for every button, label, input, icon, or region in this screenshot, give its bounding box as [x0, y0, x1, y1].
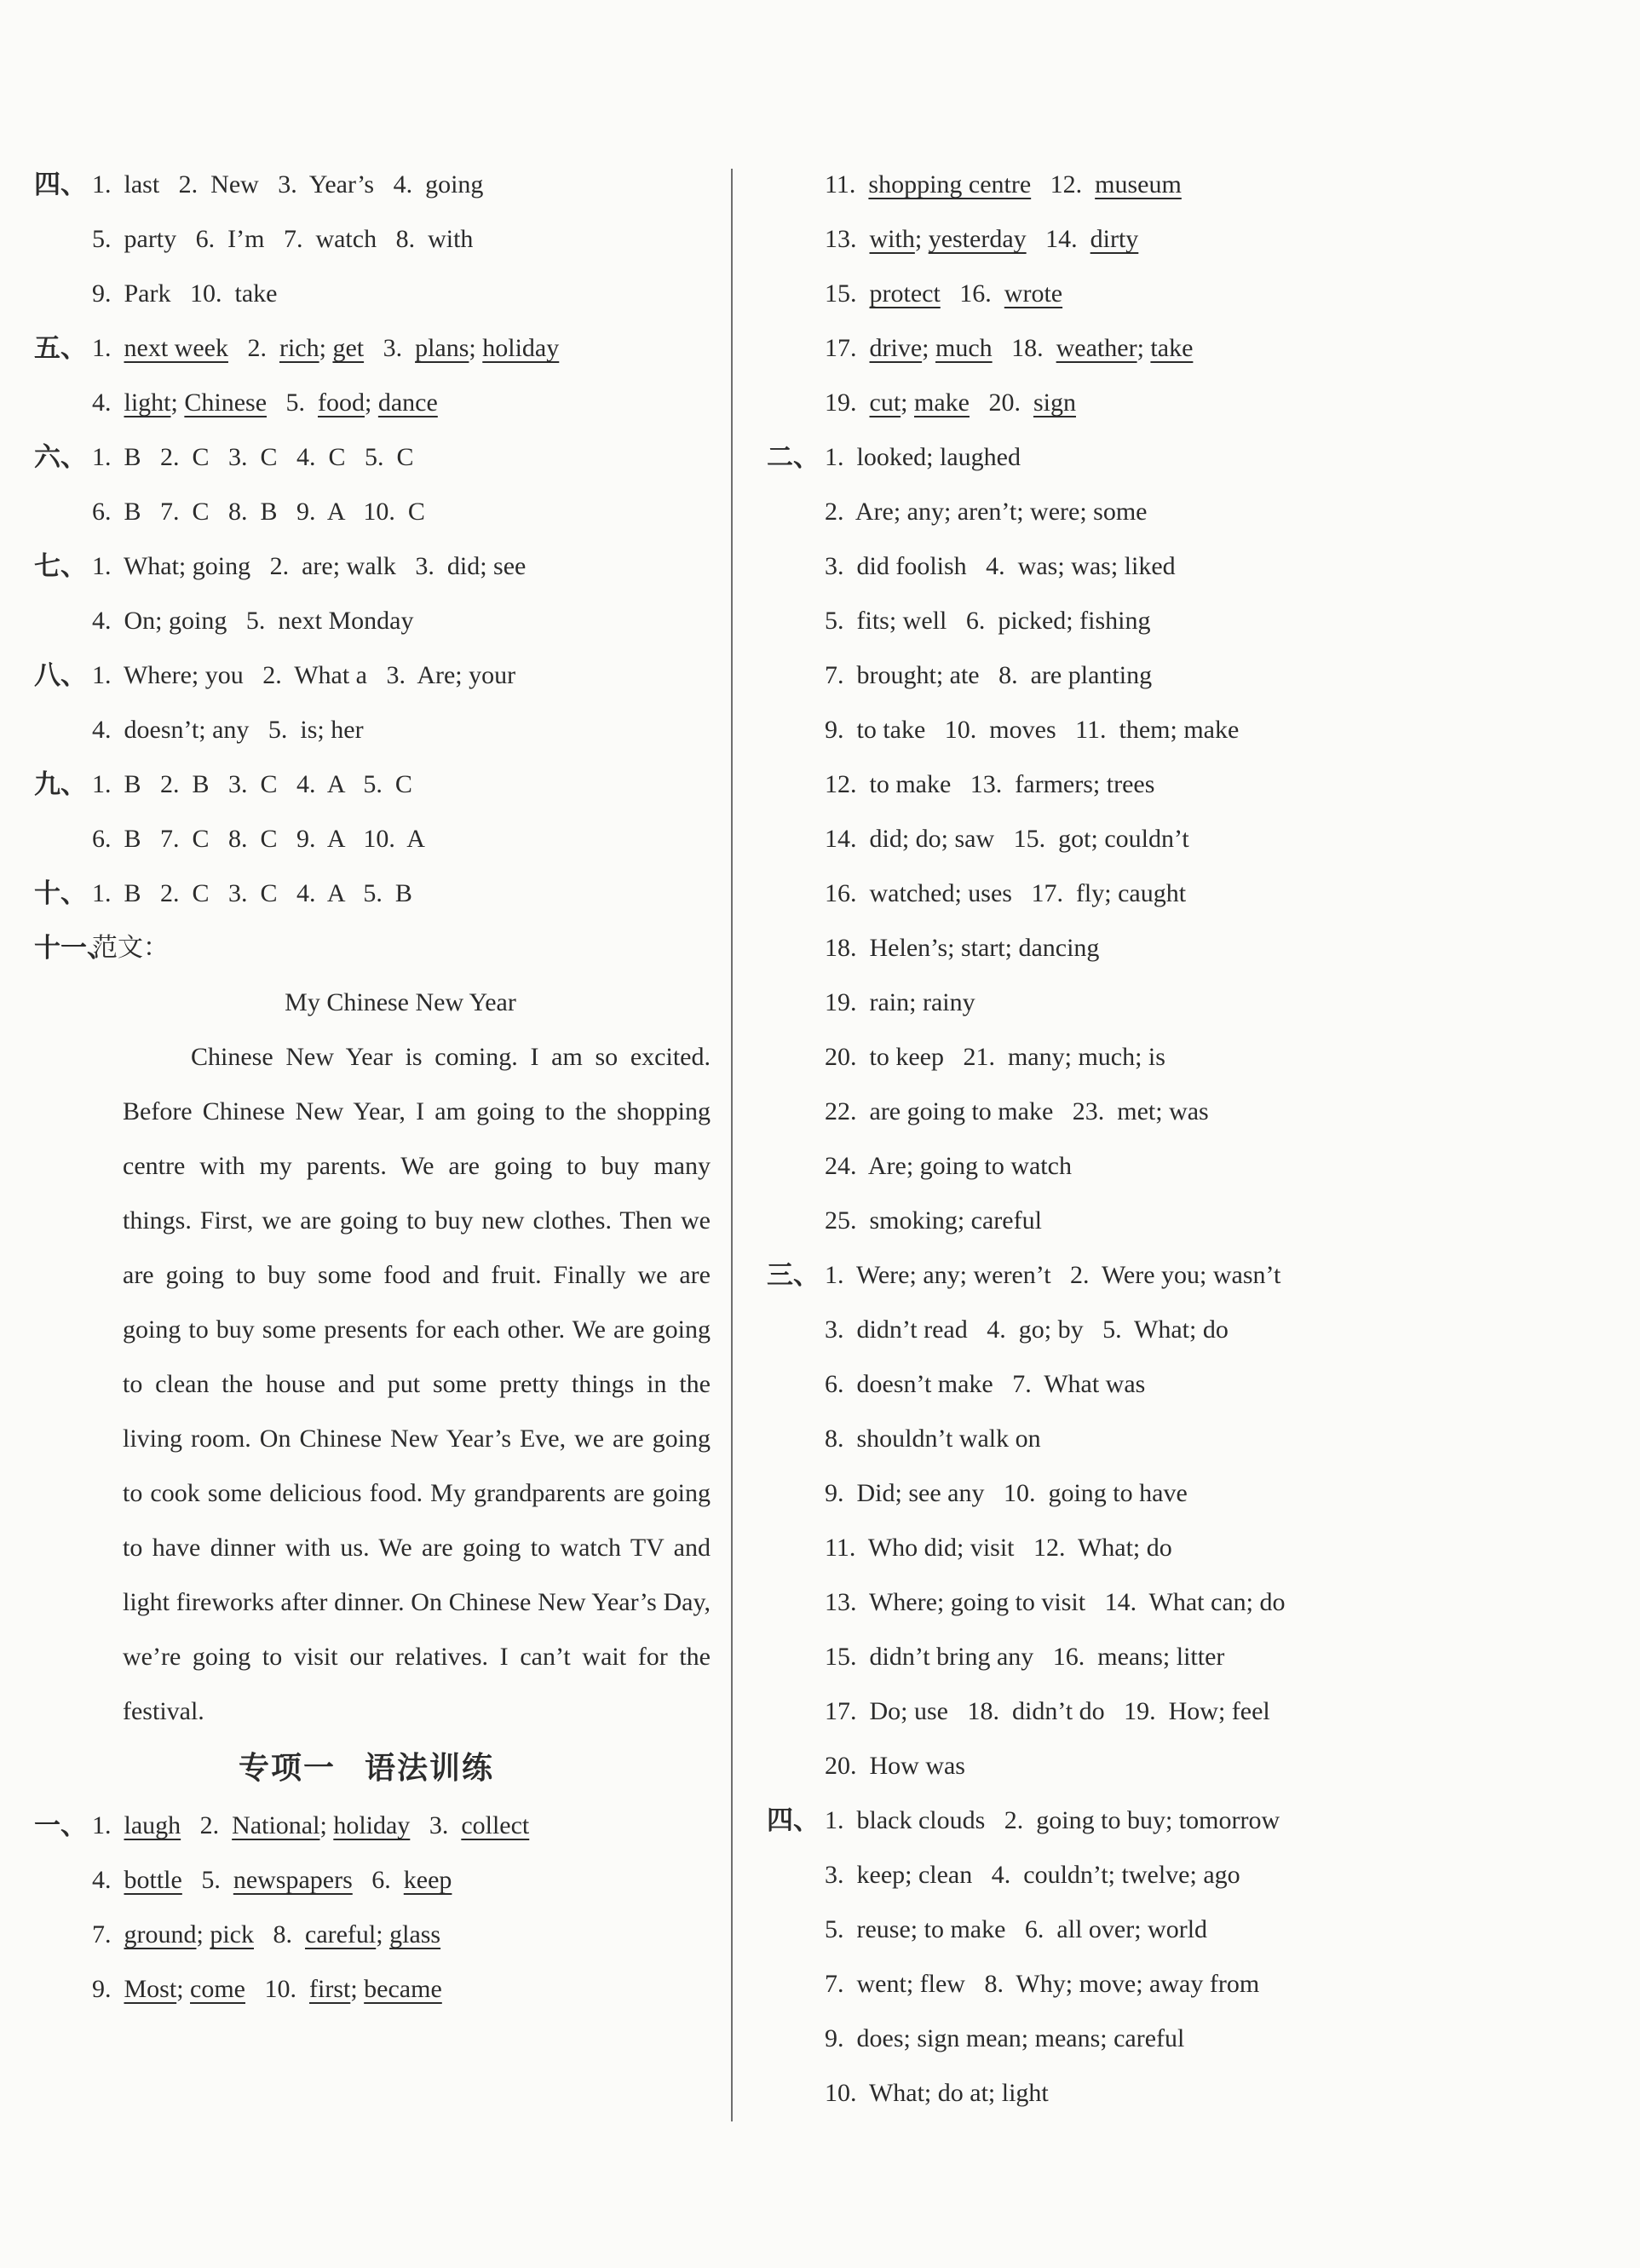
- underlined-answer: much: [935, 334, 993, 362]
- answer-line: [34, 1799, 716, 1853]
- answer-segment: 1. looked; laughed: [825, 443, 1021, 471]
- underlined-answer: holiday: [333, 1811, 411, 1839]
- answer-line: [34, 594, 716, 648]
- answer-segment: 范文：: [92, 934, 169, 962]
- answer-segment: 17.: [825, 334, 870, 362]
- answer-text: [92, 757, 412, 812]
- answer-line: [34, 212, 716, 267]
- answer-line: [34, 430, 716, 485]
- answer-text: [92, 1908, 440, 1962]
- answer-line: [34, 539, 716, 594]
- section-number: 三、: [767, 1260, 820, 1290]
- answer-segment: ;: [914, 225, 929, 253]
- answer-line: [767, 1848, 1448, 1902]
- answer-segment: 3. did foolish 4. was; was; liked: [825, 552, 1176, 580]
- answer-text: [825, 1684, 1270, 1739]
- answer-text: [825, 1085, 1209, 1139]
- answer-text: [92, 1962, 442, 2017]
- left-answer-lines-after: [34, 1799, 716, 2017]
- answer-line: [767, 1357, 1448, 1412]
- answer-line: [767, 1466, 1448, 1521]
- answer-segment: 5.: [267, 389, 319, 417]
- section-number: 四、: [767, 1805, 820, 1835]
- answer-line: [767, 1575, 1448, 1630]
- underlined-answer: take: [1150, 334, 1194, 362]
- answer-segment: 1. B 2. B 3. C 4. A 5. C: [92, 770, 412, 798]
- underlined-answer: light: [124, 389, 171, 417]
- answer-segment: 15. didn’t bring any 16. means; litter: [825, 1643, 1225, 1671]
- answer-line: [767, 1630, 1448, 1684]
- answer-segment: 12.: [1031, 170, 1096, 199]
- answer-text: [825, 1303, 1229, 1357]
- answer-text: [825, 485, 1148, 539]
- underlined-answer: shopping centre: [868, 170, 1032, 199]
- answer-line: [767, 921, 1448, 976]
- answer-segment: 12. to make 13. farmers; trees: [825, 770, 1155, 798]
- answer-text: [825, 1575, 1285, 1630]
- answer-segment: 4.: [92, 1866, 124, 1894]
- answer-segment: 5.: [181, 1866, 233, 1894]
- answer-line: [767, 1139, 1448, 1194]
- section-number: 二、: [767, 442, 820, 472]
- answer-segment: 15.: [825, 279, 870, 308]
- underlined-answer: collect: [461, 1811, 530, 1839]
- answer-segment: 16. watched; uses 17. fly; caught: [825, 879, 1187, 907]
- answer-line: [34, 703, 716, 757]
- answer-segment: 18. Helen’s; start; dancing: [825, 934, 1100, 962]
- answer-segment: 20.: [969, 389, 1033, 417]
- answer-segment: 1. Where; you 2. What a 3. Are; your: [92, 661, 516, 689]
- answer-segment: 5. reuse; to make 6. all over; world: [825, 1915, 1208, 1943]
- answer-text: [92, 703, 364, 757]
- underlined-answer: protect: [869, 279, 941, 308]
- answer-segment: 9. Did; see any 10. going to have: [825, 1479, 1188, 1507]
- answer-segment: ;: [319, 334, 333, 362]
- answer-line: [34, 1908, 716, 1962]
- answer-text: [92, 594, 413, 648]
- answer-segment: 2.: [227, 334, 279, 362]
- answer-segment: 3. didn’t read 4. go; by 5. What; do: [825, 1315, 1229, 1344]
- underlined-answer: holiday: [482, 334, 560, 362]
- answer-line: [34, 267, 716, 321]
- answer-segment: 11.: [825, 170, 869, 199]
- answer-text: [825, 1357, 1145, 1412]
- underlined-answer: glass: [389, 1920, 441, 1949]
- answer-segment: ;: [365, 389, 378, 417]
- underlined-answer: keep: [403, 1866, 452, 1894]
- answer-segment: 1. last 2. New 3. Year’s 4. going: [92, 170, 484, 199]
- answer-text: [825, 1957, 1259, 2012]
- answer-segment: 14. did; do; saw 15. got; couldn’t: [825, 825, 1189, 853]
- answer-line: [767, 430, 1448, 485]
- underlined-answer: yesterday: [928, 225, 1027, 253]
- answer-line: [767, 158, 1448, 212]
- answer-text: [825, 376, 1076, 430]
- answer-segment: 7. went; flew 8. Why; move; away from: [825, 1970, 1260, 1998]
- essay-title: My Chinese New Year: [285, 988, 516, 1016]
- underlined-answer: bottle: [124, 1866, 182, 1894]
- underlined-answer: next week: [124, 334, 228, 362]
- section-number: 十一、: [34, 933, 113, 963]
- underlined-answer: laugh: [124, 1811, 181, 1839]
- answer-text: [825, 976, 975, 1030]
- underlined-answer: careful: [305, 1920, 377, 1949]
- answer-text: [92, 812, 425, 866]
- underlined-answer: ground: [124, 1920, 197, 1949]
- answer-segment: 1.: [92, 1811, 124, 1839]
- answer-segment: 16.: [940, 279, 1004, 308]
- answer-segment: 1. black clouds 2. going to buy; tomorrow: [825, 1806, 1280, 1834]
- answer-text: [825, 1521, 1172, 1575]
- underlined-answer: make: [914, 389, 970, 417]
- answer-text: [92, 485, 425, 539]
- section-number: 十、: [34, 878, 87, 908]
- answer-line: [34, 866, 716, 921]
- answer-line: [767, 1684, 1448, 1739]
- underlined-answer: get: [332, 334, 365, 362]
- answer-text: [92, 321, 559, 376]
- answer-segment: 7.: [92, 1920, 124, 1949]
- answer-text: [825, 1466, 1188, 1521]
- underlined-answer: drive: [869, 334, 923, 362]
- answer-segment: 10. What; do at; light: [825, 2079, 1049, 2107]
- answer-text: [92, 376, 438, 430]
- answer-text: [825, 648, 1152, 703]
- answer-segment: 6. B 7. C 8. C 9. A 10. A: [92, 825, 425, 853]
- answer-segment: ;: [1136, 334, 1151, 362]
- answer-line: [767, 1194, 1448, 1248]
- answer-line: [767, 1248, 1448, 1303]
- answer-segment: 5. fits; well 6. picked; fishing: [825, 607, 1151, 635]
- section-number: 九、: [34, 769, 87, 799]
- answer-line: [767, 539, 1448, 594]
- answer-segment: 14.: [1026, 225, 1090, 253]
- answer-line: [34, 648, 716, 703]
- answer-segment: ;: [901, 389, 914, 417]
- answer-line: [767, 321, 1448, 376]
- answer-text: [825, 430, 1021, 485]
- answer-text: [825, 703, 1239, 757]
- right-column: [767, 158, 1448, 2121]
- answer-line: [34, 1962, 716, 2017]
- answer-line: [34, 485, 716, 539]
- column-divider: [731, 169, 733, 2121]
- answer-segment: 1. What; going 2. are; walk 3. did; see: [92, 552, 527, 580]
- section-title: [34, 1739, 716, 1799]
- answer-segment: 20. to keep 21. many; much; is: [825, 1043, 1165, 1071]
- answer-line: [767, 976, 1448, 1030]
- answer-segment: 24. Are; going to watch: [825, 1152, 1072, 1180]
- answer-segment: 8. shouldn’t walk on: [825, 1425, 1041, 1453]
- underlined-answer: Most: [124, 1975, 177, 2003]
- answer-text: [92, 1853, 452, 1908]
- answer-line: [767, 703, 1448, 757]
- underlined-answer: weather: [1056, 334, 1137, 362]
- answer-text: [825, 1194, 1042, 1248]
- answer-text: [825, 1848, 1240, 1902]
- underlined-answer: National: [232, 1811, 320, 1839]
- underlined-answer: became: [364, 1975, 442, 2003]
- answer-text: [825, 267, 1062, 321]
- underlined-answer: newspapers: [233, 1866, 353, 1894]
- section-number: 五、: [34, 333, 87, 363]
- answer-segment: 11. Who did; visit 12. What; do: [825, 1534, 1172, 1562]
- answer-line: [767, 2012, 1448, 2066]
- answer-line: [767, 757, 1448, 812]
- answer-segment: 6. doesn’t make 7. What was: [825, 1370, 1146, 1398]
- answer-text: [825, 321, 1193, 376]
- answer-text: [92, 539, 526, 594]
- answer-segment: 9. does; sign mean; means; careful: [825, 2024, 1185, 2052]
- answer-line: [767, 1030, 1448, 1085]
- answer-text: [825, 594, 1150, 648]
- answer-text: [825, 1630, 1224, 1684]
- underlined-answer: come: [190, 1975, 245, 2003]
- answer-text: [825, 2066, 1049, 2121]
- answer-text: [825, 158, 1182, 212]
- answer-text: [825, 212, 1138, 267]
- answer-segment: ;: [170, 389, 185, 417]
- answer-segment: ;: [469, 334, 483, 362]
- answer-text: [825, 1139, 1072, 1194]
- underlined-answer: pick: [210, 1920, 254, 1949]
- answer-segment: 13. Where; going to visit 14. What can; do: [825, 1588, 1286, 1616]
- underlined-answer: cut: [869, 389, 901, 417]
- answer-segment: 3. keep; clean 4. couldn’t; twelve; ago: [825, 1861, 1240, 1889]
- answer-text: [92, 648, 515, 703]
- answer-text: [825, 1902, 1207, 1957]
- right-answer-lines: [767, 158, 1448, 2121]
- answer-segment: 5. party 6. I’m 7. watch 8. with: [92, 225, 474, 253]
- answer-segment: 7. brought; ate 8. are planting: [825, 661, 1153, 689]
- answer-line: [767, 1957, 1448, 2012]
- answer-line: [767, 267, 1448, 321]
- answer-text: [825, 1412, 1041, 1466]
- answer-segment: ;: [350, 1975, 365, 2003]
- answer-segment: 18.: [992, 334, 1056, 362]
- answer-text: [92, 267, 277, 321]
- left-answer-lines: [34, 158, 716, 976]
- answer-text: [825, 757, 1154, 812]
- answer-segment: 6.: [352, 1866, 404, 1894]
- underlined-answer: museum: [1095, 170, 1182, 199]
- answer-segment: 2. Are; any; aren’t; were; some: [825, 498, 1148, 526]
- answer-segment: 4. doesn’t; any 5. is; her: [92, 716, 364, 744]
- answer-segment: 2.: [181, 1811, 233, 1839]
- answer-text: [92, 158, 483, 212]
- answer-segment: 19.: [825, 389, 870, 417]
- section-title-part1: 专项一: [239, 1751, 337, 1786]
- section-number: 四、: [34, 170, 87, 199]
- section-number: 八、: [34, 660, 87, 690]
- answer-line: [767, 1793, 1448, 1848]
- answer-segment: 10.: [245, 1975, 309, 2003]
- underlined-answer: rich: [279, 334, 319, 362]
- answer-segment: ;: [319, 1811, 334, 1839]
- answer-segment: 4. On; going 5. next Monday: [92, 607, 414, 635]
- answer-segment: ;: [922, 334, 935, 362]
- section-number: 一、: [34, 1810, 87, 1840]
- answer-line: [767, 485, 1448, 539]
- answer-text: [825, 921, 1099, 976]
- answer-line: [767, 1085, 1448, 1139]
- answer-segment: 4.: [92, 389, 124, 417]
- answer-segment: 1. B 2. C 3. C 4. A 5. B: [92, 879, 412, 907]
- answer-line: [767, 1303, 1448, 1357]
- answer-segment: 9. to take 10. moves 11. them; make: [825, 716, 1240, 744]
- answer-segment: ;: [196, 1920, 210, 1949]
- underlined-answer: sign: [1033, 389, 1076, 417]
- answer-segment: 1. B 2. C 3. C 4. C 5. C: [92, 443, 414, 471]
- left-column: [34, 158, 716, 2017]
- section-number: 六、: [34, 442, 87, 472]
- underlined-answer: first: [309, 1975, 351, 2003]
- answer-segment: 3.: [410, 1811, 462, 1839]
- answer-line: [34, 321, 716, 376]
- answer-segment: 19. rain; rainy: [825, 988, 975, 1016]
- answer-segment: 8.: [254, 1920, 305, 1949]
- answer-text: [825, 1030, 1165, 1085]
- answer-text: [825, 2012, 1184, 2066]
- underlined-answer: dance: [377, 389, 438, 417]
- answer-line: [767, 1739, 1448, 1793]
- answer-segment: 1. Were; any; weren’t 2. Were you; wasn’t: [825, 1261, 1281, 1289]
- answer-segment: ;: [376, 1920, 390, 1949]
- underlined-answer: food: [318, 389, 365, 417]
- answer-segment: 1.: [92, 334, 124, 362]
- answer-text: [825, 812, 1189, 866]
- answer-segment: 3.: [364, 334, 416, 362]
- answer-segment: 25. smoking; careful: [825, 1206, 1042, 1235]
- answer-line: [34, 812, 716, 866]
- answer-line: [767, 1521, 1448, 1575]
- answer-line: [767, 2066, 1448, 2121]
- answer-segment: 17. Do; use 18. didn’t do 19. How; feel: [825, 1697, 1270, 1725]
- answer-line: [34, 757, 716, 812]
- answer-line: [767, 594, 1448, 648]
- answer-line: [767, 212, 1448, 267]
- answer-text: [92, 921, 169, 976]
- answer-line: [34, 376, 716, 430]
- answer-text: [92, 430, 414, 485]
- underlined-answer: Chinese: [184, 389, 268, 417]
- answer-line: [767, 866, 1448, 921]
- answer-segment: 13.: [825, 225, 870, 253]
- underlined-answer: with: [869, 225, 915, 253]
- answer-line: [767, 812, 1448, 866]
- underlined-answer: dirty: [1090, 225, 1139, 253]
- answer-segment: 22. are going to make 23. met; was: [825, 1097, 1209, 1125]
- underlined-answer: wrote: [1004, 279, 1063, 308]
- answer-line: [34, 158, 716, 212]
- answer-line: [767, 1902, 1448, 1957]
- underlined-answer: plans: [415, 334, 469, 362]
- answer-text: [825, 1793, 1280, 1848]
- answer-segment: ;: [176, 1975, 191, 2003]
- essay-body: Chinese New Year is coming. I am so excited. Before Chinese New Year, I am going to the shopping centre with my parents. We are going to buy many things. First, we are going to buy new clothes. Then we are going to buy some food and fruit. Finally we are going to buy some presents for each other. We are going to clean the house and put some pretty things in the living room. On Chinese New Year’s Eve, we are going to cook some delicious food. My grandparents are going to have dinner with us. We are going to watch TV and light fireworks after dinner. On Chinese New Year’s Day, we’re going to visit our relatives. I can’t wait for the festival.: [123, 1043, 711, 1725]
- answer-text: [825, 1248, 1280, 1303]
- section-number: 七、: [34, 551, 87, 581]
- answer-text: [825, 539, 1176, 594]
- section-title-part2: 语法训练: [365, 1751, 495, 1786]
- answer-text: [825, 866, 1186, 921]
- answer-segment: 20. How was: [825, 1752, 965, 1780]
- answer-segment: 9. Park 10. take: [92, 279, 278, 308]
- answer-line: [767, 648, 1448, 703]
- answer-text: [92, 1799, 529, 1853]
- answer-segment: 9.: [92, 1975, 124, 2003]
- answer-text: [92, 866, 412, 921]
- answer-line: [767, 1412, 1448, 1466]
- answer-text: [92, 212, 473, 267]
- answer-line: [34, 1853, 716, 1908]
- answer-line: [767, 376, 1448, 430]
- answer-segment: 6. B 7. C 8. B 9. A 10. C: [92, 498, 425, 526]
- answer-line: [34, 921, 716, 976]
- answer-text: [825, 1739, 965, 1793]
